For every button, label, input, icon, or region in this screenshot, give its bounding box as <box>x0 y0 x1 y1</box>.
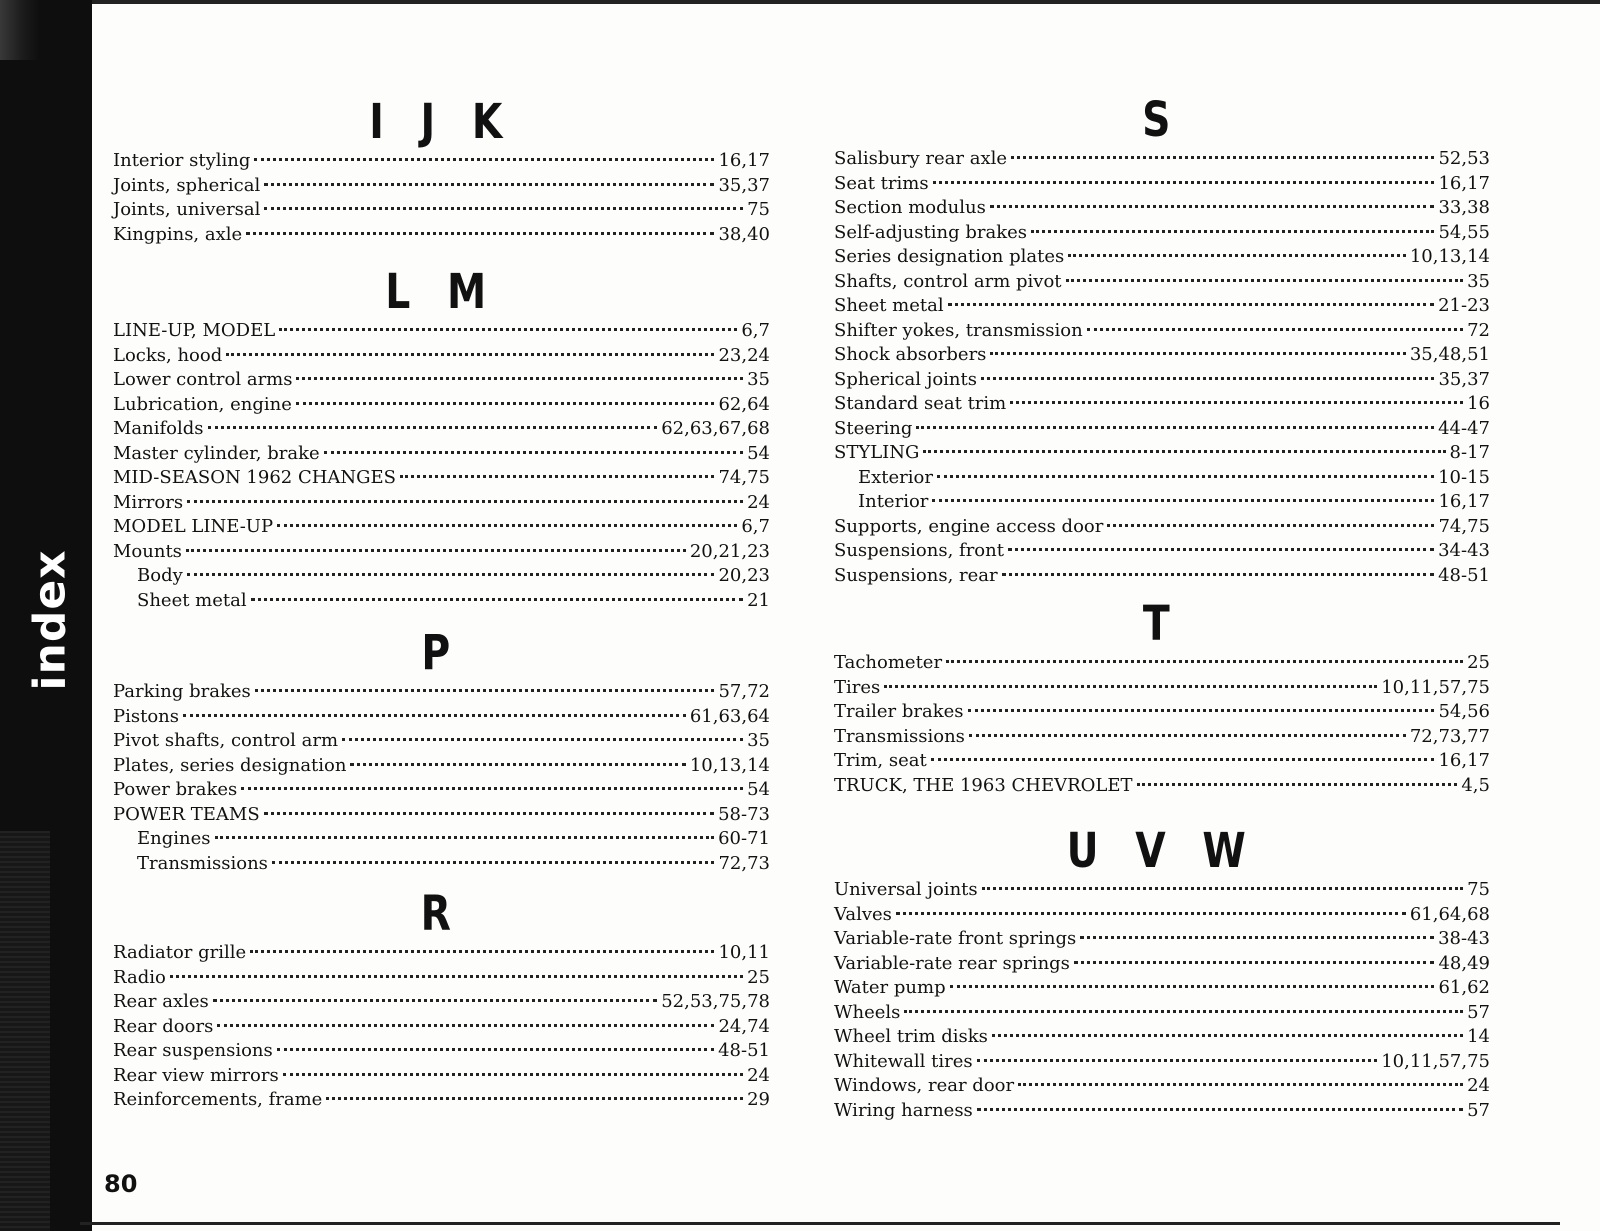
entry-term: Transmissions <box>137 852 268 874</box>
entry-page-numbers: 6,7 <box>741 320 770 341</box>
section-heading: P <box>421 625 462 681</box>
entry-page-numbers: 33,38 <box>1438 197 1490 218</box>
dot-leader <box>981 362 1434 380</box>
dot-leader <box>279 313 737 331</box>
entry-page-numbers: 20,21,23 <box>689 540 770 562</box>
entry-term: Transmissions <box>834 725 965 747</box>
entry-term: Rear suspensions <box>113 1040 273 1061</box>
entry-term: Body <box>137 565 183 586</box>
entry-term: Joints, universal <box>113 199 261 220</box>
index-section-p <box>113 627 770 875</box>
entry-list <box>113 940 770 1112</box>
entry-page-numbers: 10,11 <box>718 942 770 963</box>
dot-leader <box>246 217 714 235</box>
entry-term: Variable-rate rear springs <box>834 952 1070 974</box>
top-border-rule <box>60 0 1600 4</box>
entry-term: Parking brakes <box>113 681 251 702</box>
dot-leader <box>324 436 743 454</box>
dot-leader <box>241 772 743 790</box>
index-section-ijk <box>113 96 770 246</box>
entry-term: POWER TEAMS <box>113 803 260 825</box>
dot-leader <box>992 1019 1463 1037</box>
index-side-tab <box>0 0 92 1231</box>
dot-leader <box>183 699 686 717</box>
index-entry <box>113 222 770 247</box>
entry-page-numbers: 14 <box>1467 1026 1490 1047</box>
dot-leader <box>186 534 686 552</box>
entry-term: Mounts <box>113 540 182 562</box>
dot-leader <box>264 797 714 815</box>
entry-page-numbers: 4,5 <box>1461 774 1490 796</box>
dot-leader <box>213 984 657 1002</box>
print-speckle <box>0 0 40 60</box>
entry-term: Pistons <box>113 705 180 727</box>
index-entry <box>113 1087 770 1112</box>
entry-term: Shifter yokes, transmission <box>834 319 1083 341</box>
entry-term: Suspensions, rear <box>834 564 998 586</box>
entry-term: Wiring harness <box>834 1099 973 1121</box>
dot-leader <box>982 872 1463 890</box>
entry-term: Spherical joints <box>834 368 977 390</box>
entry-page-numbers: 57 <box>1467 1099 1490 1121</box>
side-tab-label: index <box>24 549 76 691</box>
entry-page-numbers: 38,40 <box>718 223 770 245</box>
index-section-r <box>113 888 770 1112</box>
entry-term: Power brakes <box>113 779 238 800</box>
section-heading: R <box>420 886 463 942</box>
entry-term: Shafts, control arm pivot <box>834 270 1062 292</box>
dot-leader <box>1011 141 1434 159</box>
entry-page-numbers: 25 <box>1467 652 1490 673</box>
entry-term: Radiator grille <box>113 942 247 963</box>
section-heading: U V W <box>1066 823 1258 879</box>
dot-leader <box>946 645 1463 663</box>
index-subentry <box>113 851 770 876</box>
entry-term: Sheet metal <box>137 589 247 611</box>
entry-page-numbers: 10,13,14 <box>689 754 770 776</box>
entry-page-numbers: 62,63,67,68 <box>661 418 770 439</box>
entry-page-numbers: 60-71 <box>718 828 770 849</box>
dot-leader <box>250 935 714 953</box>
entry-page-numbers: 8-17 <box>1449 442 1490 463</box>
entry-list <box>834 146 1490 587</box>
index-entry <box>834 1098 1490 1123</box>
dot-leader <box>342 723 743 741</box>
entry-page-numbers: 35 <box>747 369 770 390</box>
dot-leader <box>264 192 743 210</box>
entry-term: Series designation plates <box>834 246 1065 267</box>
section-heading: L M <box>385 264 498 320</box>
entry-page-numbers: 48-51 <box>718 1040 770 1061</box>
dot-leader <box>187 485 743 503</box>
dot-leader <box>272 846 715 864</box>
dot-leader <box>255 674 715 692</box>
entry-list <box>113 679 770 875</box>
entry-term: Master cylinder, brake <box>113 442 320 464</box>
entry-page-numbers: 16,17 <box>1438 491 1490 512</box>
entry-term: Manifolds <box>113 418 204 439</box>
dot-leader <box>1018 1068 1463 1086</box>
dot-leader <box>904 995 1463 1013</box>
entry-term: Section modulus <box>834 197 986 218</box>
entry-list <box>113 318 770 612</box>
index-entry <box>834 773 1490 798</box>
entry-list <box>834 877 1490 1122</box>
entry-page-numbers: 21-23 <box>1438 295 1490 316</box>
dot-leader <box>937 460 1434 478</box>
entry-page-numbers: 16,17 <box>718 150 770 171</box>
entry-page-numbers: 54,55 <box>1438 221 1490 243</box>
entry-term: Trailer brakes <box>834 701 964 722</box>
entry-page-numbers: 20,23 <box>718 565 770 586</box>
entry-page-numbers: 58-73 <box>718 803 770 825</box>
entry-page-numbers: 72,73,77 <box>1409 725 1490 747</box>
entry-page-numbers: 44-47 <box>1438 417 1490 439</box>
entry-term: Trim, seat <box>834 750 927 771</box>
entry-page-numbers: 35,37 <box>1438 368 1490 390</box>
entry-page-numbers: 72,73 <box>718 852 770 874</box>
dot-leader <box>977 1093 1463 1111</box>
dot-leader <box>916 411 1434 429</box>
dot-leader <box>1068 239 1406 257</box>
dot-leader <box>931 743 1435 761</box>
dot-leader <box>1107 509 1434 527</box>
dot-leader <box>1087 313 1463 331</box>
bottom-border-rule <box>80 1222 1560 1225</box>
entry-page-numbers: 75 <box>1467 879 1490 900</box>
section-heading: S <box>1142 92 1182 148</box>
dot-leader <box>950 970 1435 988</box>
entry-page-numbers: 16,17 <box>1438 172 1490 194</box>
dot-leader <box>1010 386 1463 404</box>
entry-term: Reinforcements, frame <box>113 1089 323 1110</box>
entry-term: Shock absorbers <box>834 344 987 365</box>
entry-term: LINE-UP, MODEL <box>113 320 276 341</box>
entry-list <box>113 148 770 246</box>
entry-page-numbers: 74,75 <box>718 467 770 488</box>
entry-page-numbers: 35 <box>747 730 770 751</box>
dot-leader <box>932 484 1434 502</box>
entry-term: Standard seat trim <box>834 393 1007 414</box>
dot-leader <box>968 694 1435 712</box>
entry-page-numbers: 61,64,68 <box>1409 903 1490 925</box>
entry-term: Engines <box>137 828 211 849</box>
dot-leader <box>969 719 1406 737</box>
print-speckle <box>0 831 50 1231</box>
entry-term: Rear axles <box>113 991 209 1012</box>
page-number: 80 <box>104 1170 138 1198</box>
entry-page-numbers: 35,37 <box>718 174 770 196</box>
entry-term: Pivot shafts, control arm <box>113 730 339 751</box>
dot-leader <box>1066 264 1464 282</box>
entry-page-numbers: 75 <box>747 199 770 220</box>
entry-page-numbers: 34-43 <box>1438 540 1490 561</box>
dot-leader <box>923 435 1445 453</box>
entry-term: Kingpins, axle <box>113 223 243 245</box>
dot-leader <box>283 1058 743 1076</box>
entry-page-numbers: 54 <box>747 442 770 464</box>
entry-page-numbers: 23,24 <box>718 344 770 366</box>
dot-leader <box>350 748 685 766</box>
entry-term: Wheel trim disks <box>834 1026 988 1047</box>
entry-term: Seat trims <box>834 172 929 194</box>
dot-leader <box>226 338 714 356</box>
entry-page-numbers: 6,7 <box>741 516 770 537</box>
entry-term: Interior styling <box>113 150 251 171</box>
dot-leader <box>977 1044 1378 1062</box>
entry-term: Valves <box>834 903 892 925</box>
entry-term: MID-SEASON 1962 CHANGES <box>113 467 397 488</box>
entry-term: Joints, spherical <box>113 174 261 196</box>
entry-term: Supports, engine access door <box>834 515 1104 537</box>
entry-term: Sheet metal <box>834 295 944 316</box>
index-subentry <box>113 588 770 613</box>
entry-page-numbers: 21 <box>747 589 770 611</box>
entry-term: Salisbury rear axle <box>834 148 1008 169</box>
entry-term: Wheels <box>834 1001 901 1023</box>
entry-page-numbers: 72 <box>1467 319 1490 341</box>
entry-page-numbers: 10,11,57,75 <box>1381 1050 1490 1072</box>
index-section-lm <box>113 266 770 612</box>
entry-page-numbers: 24 <box>747 491 770 513</box>
entry-term: Exterior <box>858 466 933 488</box>
entry-page-numbers: 57,72 <box>718 681 770 702</box>
entry-term: Windows, rear door <box>834 1075 1015 1096</box>
entry-page-numbers: 16,17 <box>1438 750 1490 771</box>
index-section-uvw <box>834 825 1490 1122</box>
entry-page-numbers: 38-43 <box>1438 928 1490 949</box>
entry-term: Radio <box>113 966 166 988</box>
entry-term: Tires <box>834 676 881 698</box>
dot-leader <box>1031 215 1434 233</box>
section-heading: T <box>1142 596 1182 652</box>
dot-leader <box>326 1082 743 1100</box>
entry-page-numbers: 48,49 <box>1438 952 1490 974</box>
dot-leader <box>400 460 714 478</box>
dot-leader <box>948 288 1434 306</box>
entry-term: Plates, series designation <box>113 754 347 776</box>
entry-term: Rear doors <box>113 1015 214 1037</box>
index-section-t <box>834 598 1490 797</box>
entry-page-numbers: 35,48,51 <box>1409 344 1490 365</box>
entry-page-numbers: 10,13,14 <box>1409 246 1490 267</box>
index-section-s <box>834 94 1490 587</box>
dot-leader <box>251 583 743 601</box>
entry-page-numbers: 35 <box>1467 270 1490 292</box>
entry-term: Self-adjusting brakes <box>834 221 1027 243</box>
entry-page-numbers: 54,56 <box>1438 701 1490 722</box>
dot-leader <box>933 166 1435 184</box>
entry-term: Whitewall tires <box>834 1050 973 1072</box>
entry-page-numbers: 74,75 <box>1438 515 1490 537</box>
dot-leader <box>990 337 1405 355</box>
entry-term: Interior <box>858 491 929 512</box>
entry-page-numbers: 29 <box>747 1089 770 1110</box>
dot-leader <box>884 670 1377 688</box>
entry-term: Variable-rate front springs <box>834 928 1077 949</box>
entry-list <box>834 650 1490 797</box>
dot-leader <box>170 960 743 978</box>
entry-page-numbers: 16 <box>1467 393 1490 414</box>
entry-page-numbers: 57 <box>1467 1001 1490 1023</box>
dot-leader <box>990 190 1435 208</box>
entry-term: Lubrication, engine <box>113 393 292 415</box>
entry-term: Steering <box>834 417 913 439</box>
dot-leader <box>187 558 715 576</box>
entry-page-numbers: 24,74 <box>718 1015 770 1037</box>
dot-leader <box>1137 768 1458 786</box>
entry-page-numbers: 52,53 <box>1438 148 1490 169</box>
entry-page-numbers: 25 <box>747 966 770 988</box>
entry-term: Suspensions, front <box>834 540 1004 561</box>
entry-page-numbers: 10,11,57,75 <box>1381 676 1490 698</box>
dot-leader <box>277 1033 714 1051</box>
dot-leader <box>1074 946 1435 964</box>
dot-leader <box>1080 921 1434 939</box>
dot-leader <box>896 897 1406 915</box>
section-heading: I J K <box>369 94 514 150</box>
entry-term: Mirrors <box>113 491 184 513</box>
entry-term: MODEL LINE-UP <box>113 516 274 537</box>
entry-term: Rear view mirrors <box>113 1064 279 1086</box>
entry-term: Locks, hood <box>113 344 223 366</box>
dot-leader <box>1002 558 1434 576</box>
entry-term: Universal joints <box>834 879 978 900</box>
dot-leader <box>296 387 715 405</box>
entry-page-numbers: 61,62 <box>1438 977 1490 998</box>
dot-leader <box>254 143 714 161</box>
entry-page-numbers: 52,53,75,78 <box>661 991 770 1012</box>
dot-leader <box>277 509 737 527</box>
entry-page-numbers: 24 <box>747 1064 770 1086</box>
entry-page-numbers: 54 <box>747 779 770 800</box>
entry-page-numbers: 48-51 <box>1438 564 1490 586</box>
entry-page-numbers: 61,63,64 <box>689 705 770 727</box>
entry-term: Tachometer <box>834 652 943 673</box>
entry-term: Lower control arms <box>113 369 293 390</box>
dot-leader <box>1008 533 1434 551</box>
entry-page-numbers: 10-15 <box>1438 466 1490 488</box>
dot-leader <box>217 1009 714 1027</box>
entry-term: TRUCK, THE 1963 CHEVROLET <box>834 774 1133 796</box>
entry-term: STYLING <box>834 442 920 463</box>
entry-term: Water pump <box>834 977 946 998</box>
dot-leader <box>215 821 715 839</box>
dot-leader <box>208 411 658 429</box>
dot-leader <box>296 362 743 380</box>
dot-leader <box>264 168 714 186</box>
entry-page-numbers: 24 <box>1467 1075 1490 1096</box>
index-entry <box>834 563 1490 588</box>
entry-page-numbers: 62,64 <box>718 393 770 415</box>
